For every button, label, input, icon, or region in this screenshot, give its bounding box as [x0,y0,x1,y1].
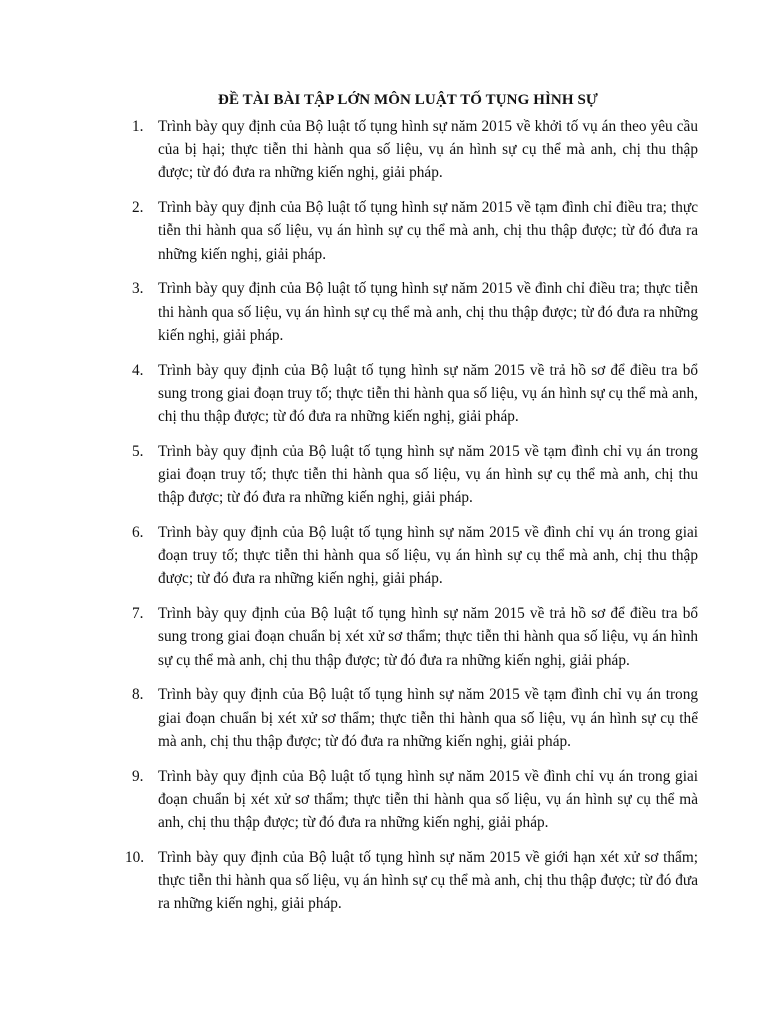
item-text: Trình bày quy định của Bộ luật tố tụng hình sự năm 2015 về đình chỉ vụ án trong giai đoạn truy tố; thực tiễn thi hành qua số liệu, vụ án hình sự cụ thể mà anh, chị thu thập được; từ đó đưa ra những kiến nghị, giải pháp. [158,524,698,588]
list-item [108,521,698,591]
list-item [108,277,698,347]
list-item [108,683,698,753]
item-text: Trình bày quy định của Bộ luật tố tụng hình sự năm 2015 về tạm đình chỉ điều tra; thực tiễn thi hành qua số liệu, vụ án hình sự cụ thể mà anh, chị thu thập được; từ đó đưa ra những kiến nghị, giải pháp. [158,199,698,263]
item-text: Trình bày quy định của Bộ luật tố tụng hình sự năm 2015 về trả hồ sơ để điều tra bổ sung trong giai đoạn chuẩn bị xét xử sơ thẩm; thực tiễn thi hành qua số liệu, vụ án hình sự cụ thể mà anh, chị thu thập được; từ đó đưa ra những kiến nghị, giải pháp. [158,605,698,669]
item-number: 10. [125,848,145,866]
item-number: 7. [132,605,144,623]
list-item [108,196,698,266]
item-number: 2. [132,199,144,217]
list-item [108,440,698,510]
item-text: Trình bày quy định của Bộ luật tố tụng hình sự năm 2015 về tạm đình chỉ vụ án trong giai đoạn chuẩn bị xét xử sơ thẩm; thực tiễn thi hành qua số liệu, vụ án hình sự cụ thể mà anh, chị thu thập được; từ đó đưa ra những kiến nghị, giải pháp. [158,686,698,750]
item-text: Trình bày quy định của Bộ luật tố tụng hình sự năm 2015 về giới hạn xét xử sơ thẩm; thực tiễn thi hành qua số liệu, vụ án hình sự cụ thể mà anh, chị thu thập được; từ đó đưa ra những kiến nghị, giải pháp. [158,848,698,913]
item-number: 5. [132,442,144,460]
list-item [108,765,698,835]
item-text: Trình bày quy định của Bộ luật tố tụng hình sự năm 2015 về đình chỉ vụ án trong giai đoạn chuẩn bị xét xử sơ thẩm; thực tiễn thi hành qua số liệu, vụ án hình sự cụ thể mà anh, chị thu thập được; từ đó đưa ra những kiến nghị, giải pháp. [158,767,698,832]
item-number: 4. [132,361,144,379]
topic-list [108,115,698,915]
item-number: 3. [132,280,144,298]
document-title: ĐỀ TÀI BÀI TẬP LỚN MÔN LUẬT TỐ TỤNG HÌNH SỰ [218,92,598,108]
list-item [108,359,698,429]
item-text: Trình bày quy định của Bộ luật tố tụng hình sự năm 2015 về trả hồ sơ để điều tra bổ sung trong giai đoạn truy tố; thực tiễn thi hành qua số liệu, vụ án hình sự cụ thể mà anh, chị thu thập được; từ đó đưa ra những kiến nghị, giải pháp. [158,361,698,426]
item-text: Trình bày quy định của Bộ luật tố tụng hình sự năm 2015 về tạm đình chỉ vụ án trong giai đoạn truy tố; thực tiễn thi hành qua số liệu, vụ án hình sự cụ thể mà anh, chị thu thập được; từ đó đưa ra những kiến nghị, giải pháp. [158,442,698,507]
item-number: 6. [132,524,144,542]
item-number: 1. [132,118,144,135]
item-text: Trình bày quy định của Bộ luật tố tụng hình sự năm 2015 về đình chỉ điều tra; thực tiễn thi hành qua số liệu, vụ án hình sự cụ thể mà anh, chị thu thập được; từ đó đưa ra những kiến nghị, giải pháp. [158,280,698,344]
item-number: 9. [132,767,144,785]
list-item [108,846,698,916]
item-number: 8. [132,686,144,704]
item-text: Trình bày quy định của Bộ luật tố tụng hình sự năm 2015 về khởi tố vụ án theo yêu cầu của bị hại; thực tiễn thi hành qua số liệu, vụ án hình sự cụ thể mà anh, chị thu thập được; từ đó đưa ra những kiến nghị, giải pháp. [158,118,698,182]
list-item [108,602,698,672]
list-item [108,115,698,185]
